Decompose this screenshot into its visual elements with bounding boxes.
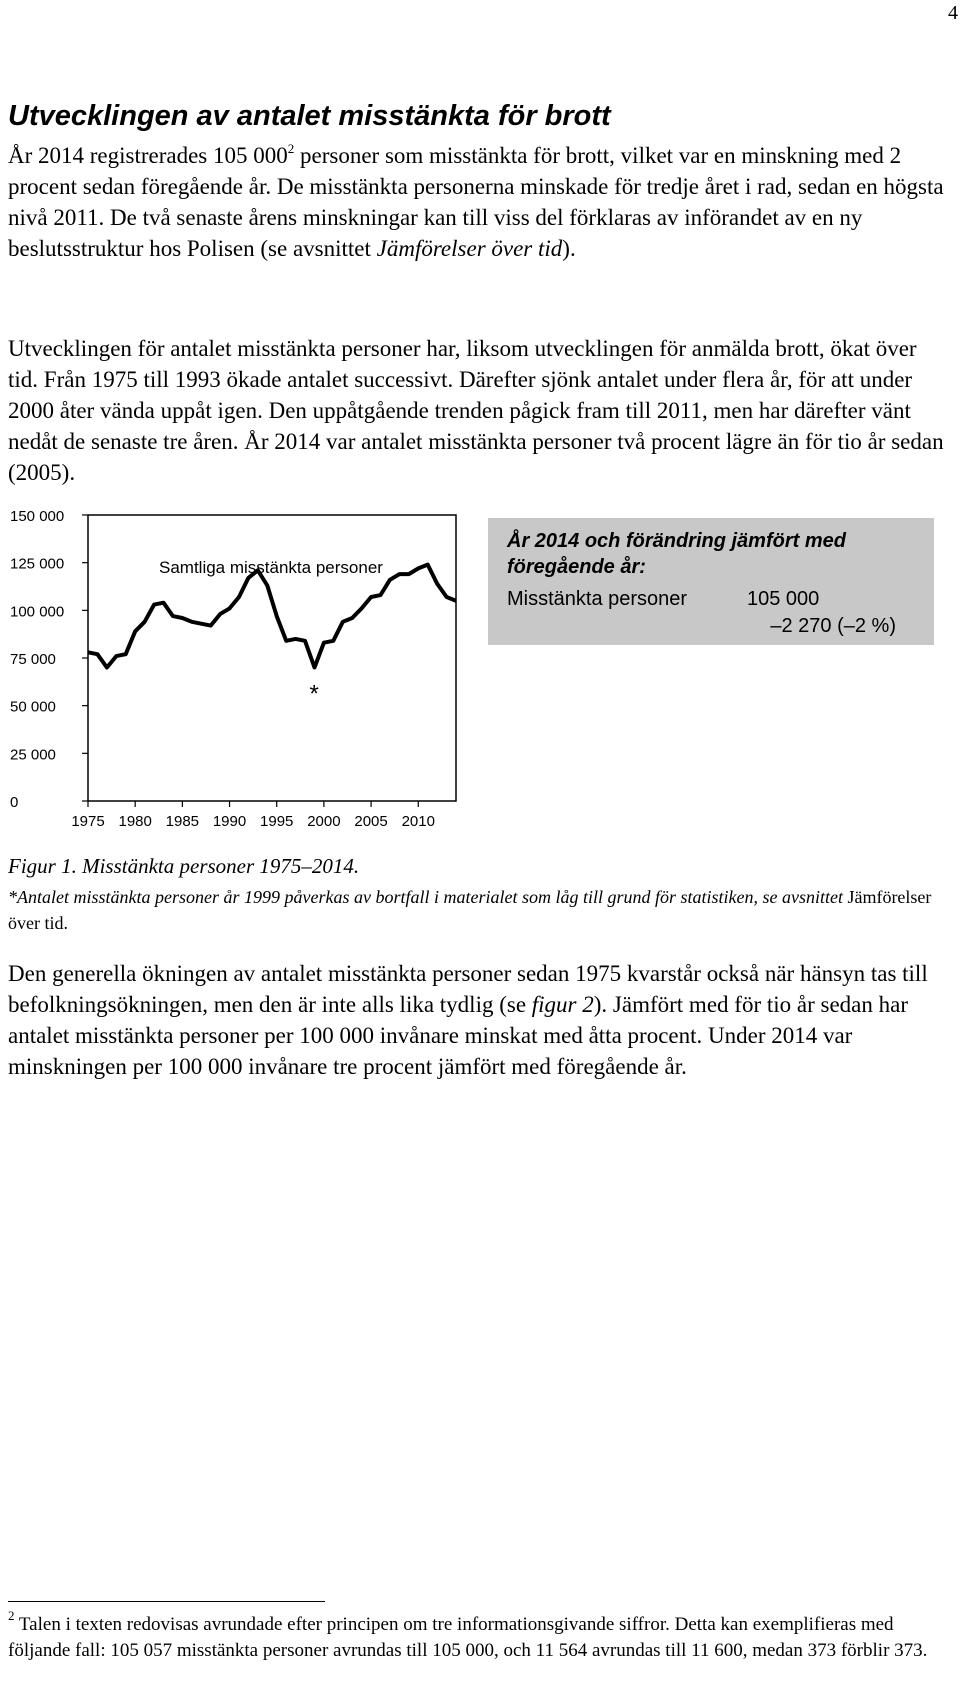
y-tick-label: 125 000 bbox=[10, 555, 65, 573]
summary-label: Misstänkta personer bbox=[507, 588, 688, 610]
x-tick-label: 2010 bbox=[401, 813, 435, 830]
pop-text-a: Den generella ökningen av antalet misstänkta personer sedan 1975 kvarstår också när hänsyn tas till befolkningsökningen, men den är inte alls lika tydlig (se bbox=[8, 961, 928, 1017]
footnote-number: 2 bbox=[8, 1608, 15, 1623]
y-tick-label: 0 bbox=[10, 794, 19, 811]
x-tick-label: 1980 bbox=[118, 813, 152, 830]
series-line bbox=[88, 565, 456, 668]
intro-text-c: ). bbox=[562, 236, 576, 261]
series-label: Samtliga misstänkta personer bbox=[159, 558, 383, 577]
note-italic: *Antalet misstänkta personer år 1999 påverkas av bortfall i materialet som låg till grund för statistiken, se avsnittet bbox=[8, 887, 843, 907]
x-tick-label: 1985 bbox=[165, 813, 200, 830]
intro-italic-ref: Jämförelser över tid bbox=[376, 236, 563, 261]
x-tick-label: 1975 bbox=[71, 813, 105, 830]
annotation-asterisk: * bbox=[309, 680, 319, 708]
summary-change: –2 270 (–2 %) bbox=[770, 615, 896, 637]
figure-caption: Figur 1. Misstänkta personer 1975–2014. bbox=[8, 854, 360, 878]
intro-text-a: År 2014 registrerades 105 000 bbox=[8, 143, 288, 168]
section-heading: Utvecklingen av antalet misstänkta för brott bbox=[8, 100, 611, 132]
x-tick-label: 1990 bbox=[212, 813, 247, 830]
y-tick-label: 25 000 bbox=[10, 746, 56, 764]
footnote bbox=[8, 1608, 953, 1664]
pop-text-b: ). Jämfört med för tio år sedan har antalet misstänkta personer per 100 000 invånare minskat med åtta procent. Under 2014 var minskningen per 100 000 invånare tre procent jämfört med föregående år. bbox=[8, 992, 908, 1079]
summary-value: 105 000 bbox=[747, 588, 820, 610]
summary-title: År 2014 och förändring jämfört med föregående år: bbox=[507, 530, 846, 578]
suspects-line-chart bbox=[0, 500, 470, 840]
pop-italic-ref: figur 2 bbox=[531, 992, 594, 1017]
figure-note bbox=[8, 884, 953, 936]
footnote-text: Talen i texten redovisas avrundade efter principen om tre informationsgivande siffror. Detta kan exemplifieras med följande fall: 105 057 misstänkta personer avrundas till 105 000, och 11 564 avrundas till 11 600, medan 373 förblir 373. bbox=[8, 1614, 928, 1661]
x-tick-label: 2005 bbox=[354, 813, 388, 830]
y-tick-label: 75 000 bbox=[10, 651, 56, 668]
page-number: 4 bbox=[948, 2, 958, 24]
footnote-ref: 2 bbox=[287, 141, 295, 156]
note-plain: Jämförelser över tid. bbox=[8, 887, 932, 933]
y-tick-label: 150 000 bbox=[10, 508, 65, 525]
y-tick-label: 50 000 bbox=[10, 698, 56, 716]
x-tick-label: 1995 bbox=[260, 813, 294, 830]
x-tick-label: 2000 bbox=[307, 813, 341, 830]
y-tick-label: 100 000 bbox=[10, 603, 65, 621]
development-paragraph: Utvecklingen för antalet misstänkta personer har, liksom utvecklingen för anmälda brott, ökat över tid. Från 1975 till 1993 ökade antalet successivt. Därefter sjönk antalet under flera år, för att under 2000 åter vända uppåt igen. Den uppåtgående trenden pågick fram till 2011, men har därefter vänt nedåt de senaste tre åren. År 2014 var antalet misstänkta personer två procent lägre än för tio år sedan (2005). bbox=[8, 336, 944, 485]
intro-text-b: personer som misstänkta för brott, vilket var en minskning med 2 procent sedan föregående år. De misstänkta personerna minskade för tredje året i rad, sedan en högsta nivå 2011. De två senaste årens minskningar kan till viss del förklaras av införandet av en ny beslutsstruktur hos Polisen (se avsnittet bbox=[8, 143, 944, 261]
footnote-divider bbox=[8, 1601, 325, 1602]
summary-box bbox=[488, 518, 934, 645]
intro-paragraph bbox=[8, 140, 948, 264]
population-paragraph bbox=[8, 958, 948, 1082]
